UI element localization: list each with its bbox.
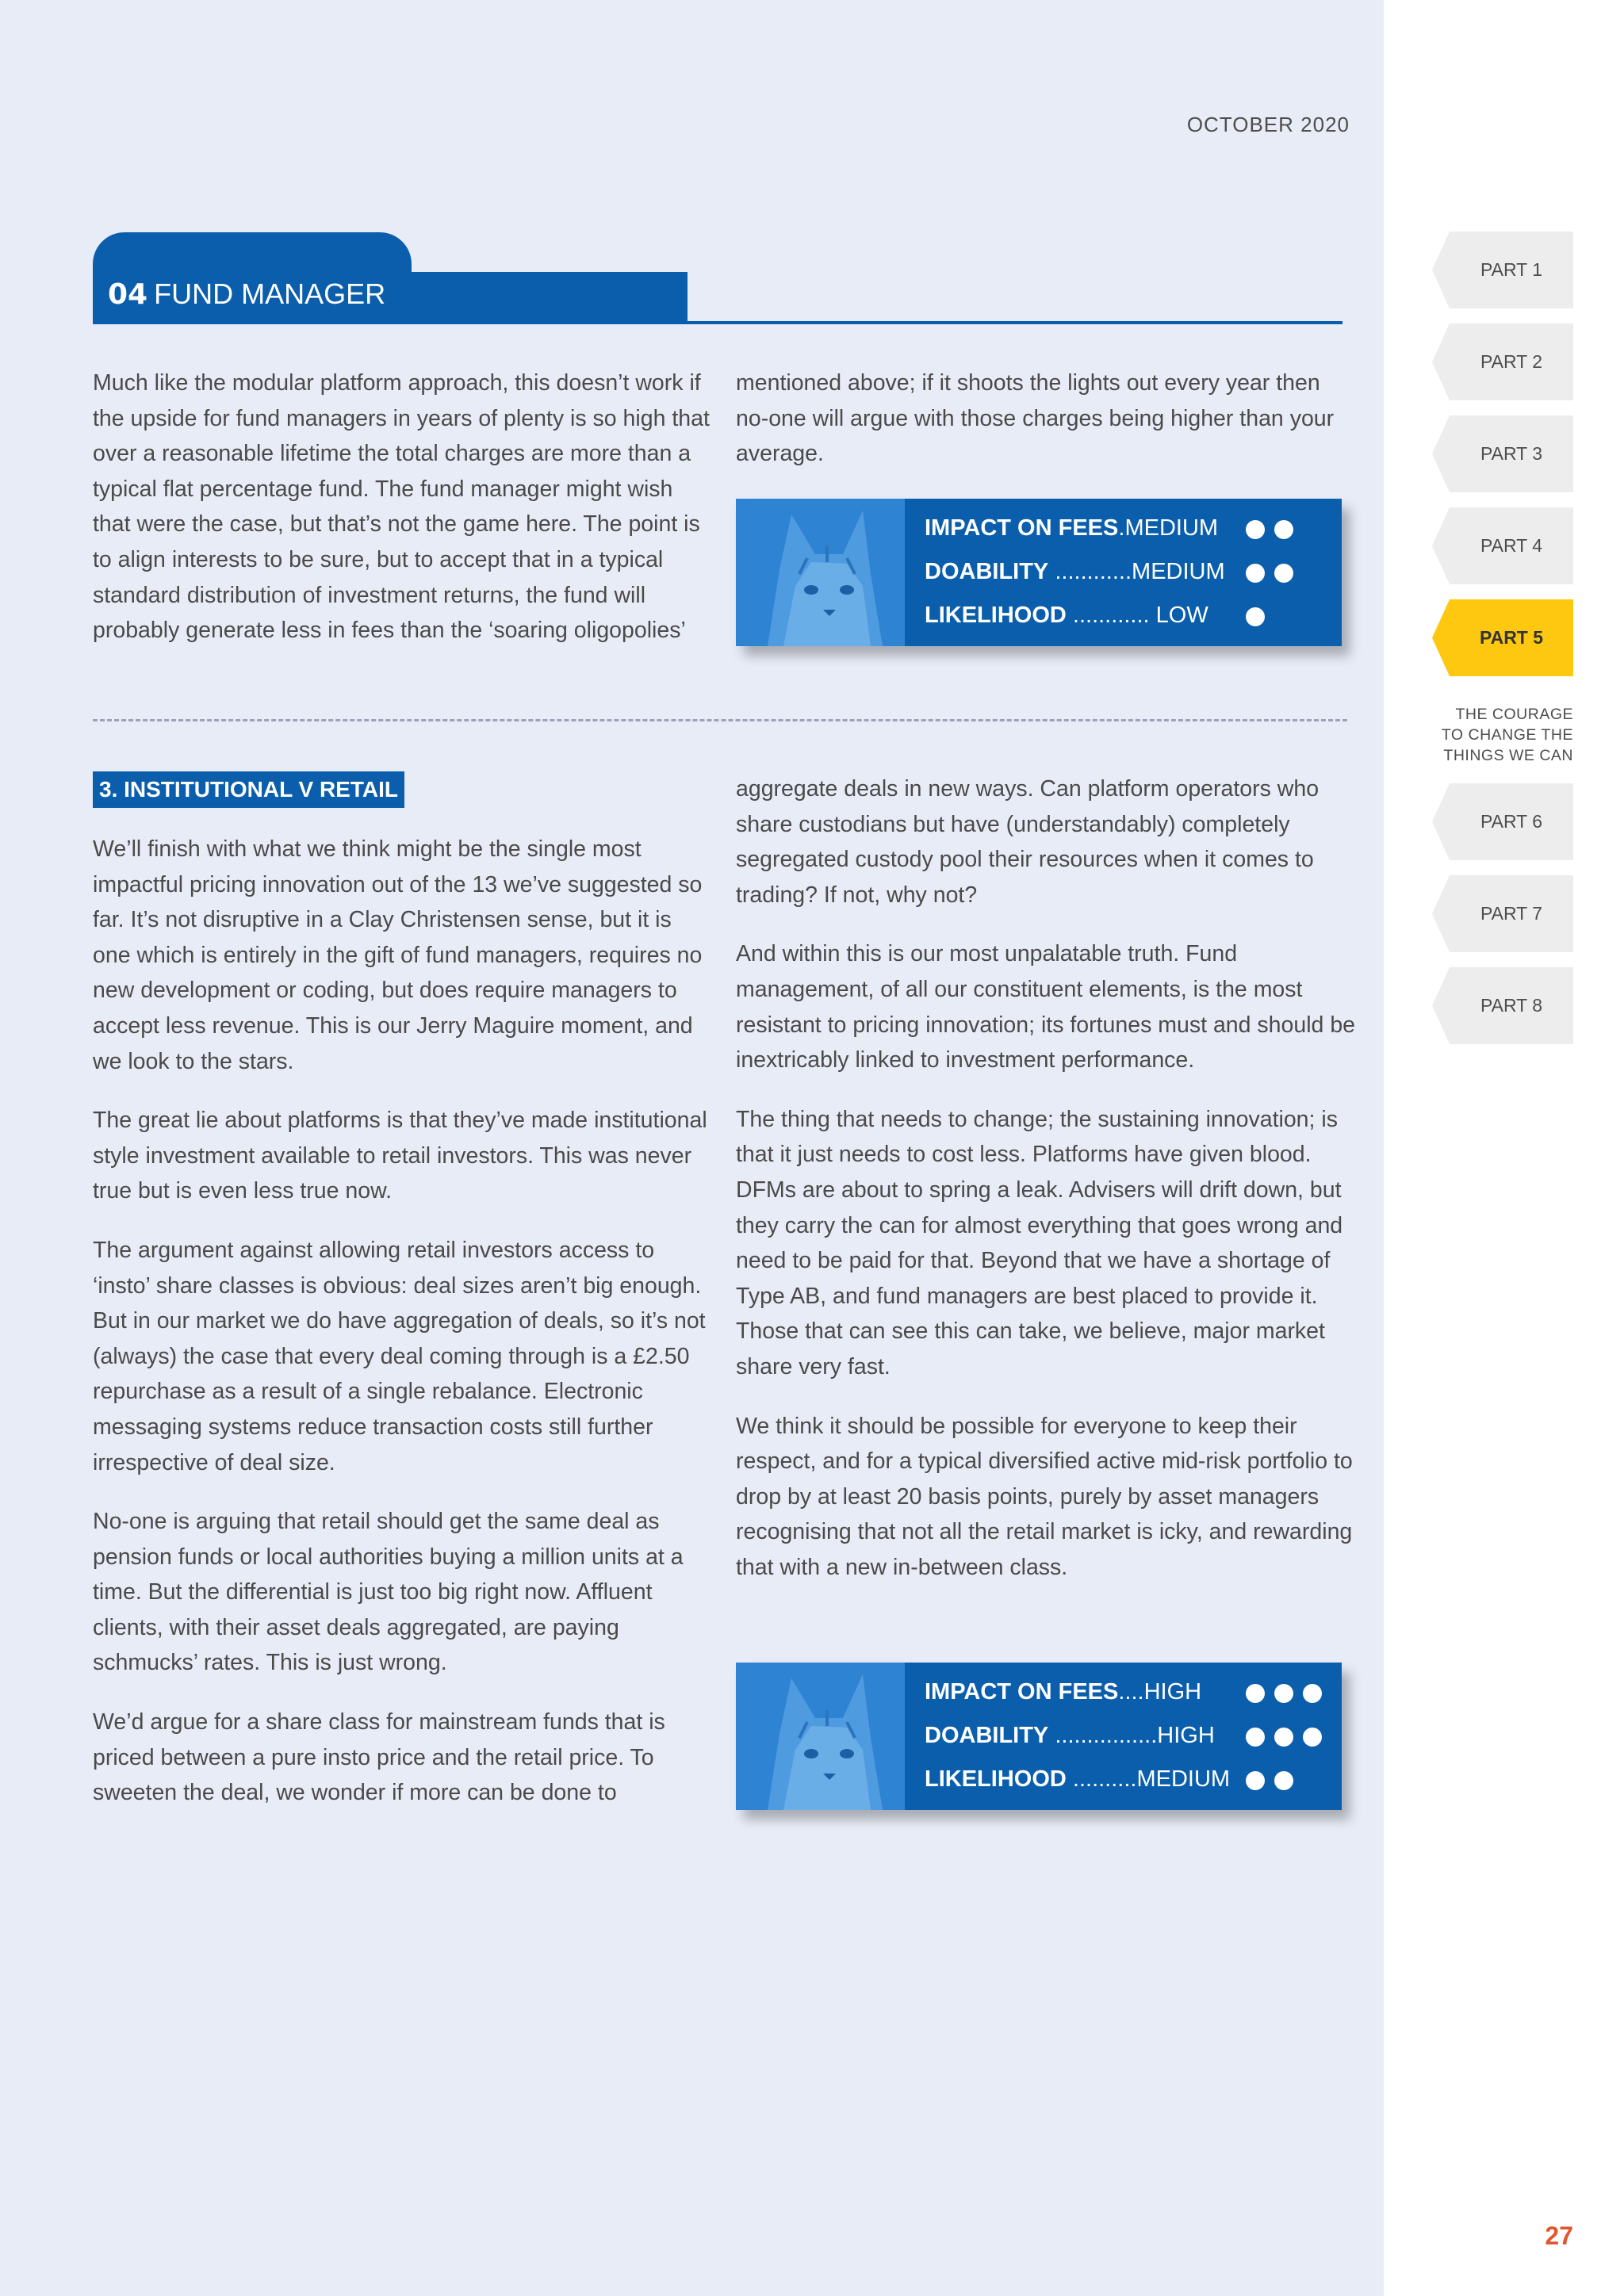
rating-row-impact: IMPACT ON FEES....HIGH [925, 1679, 1202, 1705]
page-number: 27 [1545, 2221, 1573, 2250]
cat-photo [736, 1663, 905, 1810]
body-paragraph: The argument against allowing retail investors access to ‘insto’ share classes is obvious: deal sizes aren’t big enough. But in our market we do have aggregation of deals, so it’s not (always) the case that every deal coming through is a £2.50 repurchase as a result of a single rebalance. Electronic messaging systems reduce transaction costs still further irrespective of deal size. [93, 1237, 706, 1475]
subtitle-line: THINGS WE CAN [1443, 747, 1573, 764]
rating-row-doability: DOABILITY ................HIGH [925, 1723, 1215, 1748]
body-column-left [93, 832, 711, 1835]
rating-dot [1274, 1771, 1293, 1790]
sidebar-item-part-5[interactable] [1432, 599, 1573, 676]
rating-box-fund-manager [736, 499, 1342, 646]
section-title [108, 277, 385, 311]
rating-dot [1246, 1771, 1265, 1790]
sidebar-item-label: PART 5 [1479, 627, 1544, 648]
rating-row-likelihood: LIKELIHOOD ..........MEDIUM [925, 1766, 1231, 1792]
rating-dot [1246, 607, 1265, 626]
sidebar-item-part-1[interactable] [1432, 232, 1573, 308]
active-part-subtitle [1383, 704, 1573, 766]
subsection-heading: 3. INSTITUTIONAL V RETAIL [93, 771, 404, 808]
body-paragraph: The great lie about platforms is that they’ve made institutional style investment available to retail investors. This was never true but is even less true now. [93, 1108, 707, 1204]
sidebar-item-label: PART 2 [1480, 351, 1542, 372]
section-divider [93, 719, 1347, 721]
section-title-text: FUND MANAGER [154, 277, 386, 310]
sidebar-item-part-8[interactable] [1432, 967, 1573, 1044]
rating-box-institutional-retail [736, 1663, 1342, 1810]
sidebar-item-label: PART 8 [1480, 995, 1542, 1016]
rating-dot [1274, 564, 1293, 583]
body-paragraph: And within this is our most unpalatable truth. Fund management, of all our constituent elements, is the most resistant to pricing innovation; its fortunes must and should be inextricably linked to investment performance. [736, 941, 1356, 1073]
rating-dot [1246, 520, 1265, 539]
sidebar-item-label: PART 3 [1480, 443, 1542, 464]
body-paragraph: We’d argue for a share class for mainstream funds that is priced between a pure insto price and the retail price. To sweeten the deal, we wonder if more can be done to [93, 1709, 665, 1806]
sidebar-item-label: PART 7 [1480, 903, 1542, 924]
rating-dot [1274, 520, 1293, 539]
rating-dot [1246, 1684, 1265, 1703]
rating-row-impact: IMPACT ON FEES.MEDIUM [925, 515, 1219, 541]
sidebar-item-label: PART 4 [1480, 535, 1542, 556]
rating-dot [1303, 1684, 1322, 1703]
sidebar-item-part-3[interactable] [1432, 415, 1573, 492]
body-paragraph: The thing that needs to change; the sustaining innovation; is that it just needs to cost less. Platforms have given blood. DFMs are about to spring a leak. Advisers will drift down, but they carry the can for almost everything that goes wrong and need to be paid for that. Beyond that we have a shortage of Type AB, and fund managers are best placed to provide it. Those that can see this can take, we believe, major market share very fast. [736, 1106, 1343, 1380]
sidebar-item-part-6[interactable] [1432, 783, 1573, 860]
body-paragraph: No-one is arguing that retail should get the same deal as pension funds or local authorities buying a million units at a time. But the differential is just too big right now. Affluent clients, with their asset deals aggregated, are paying schmucks’ rates. This is just wrong. [93, 1509, 684, 1676]
sidebar-item-part-7[interactable] [1432, 875, 1573, 952]
cat-photo [736, 499, 905, 646]
sidebar-item-part-2[interactable] [1432, 323, 1573, 400]
body-column-right [736, 771, 1356, 1609]
section-header-rule [688, 321, 1342, 324]
intro-paragraph-left: Much like the modular platform approach, this doesn’t work if the upside for fund managers in years of plenty is so high that over a reasonable lifetime the total charges are more than a typical flat percentage fund. The fund manager might wish that were the case, but that’s not the game here. The point is to align interests to be sure, but to accept that in a typical standard distribution of investment returns, the fund will probably generate less in fees than the ‘soaring oligopolies’ [93, 370, 710, 644]
sidebar-item-part-4[interactable] [1432, 507, 1573, 584]
intro-column-right [736, 365, 1356, 496]
rating-dot [1274, 1728, 1293, 1747]
rating-dot [1246, 564, 1265, 583]
intro-paragraph-right: mentioned above; if it shoots the lights out every year then no-one will argue with those charges being higher than your average. [736, 370, 1335, 467]
body-paragraph: We’ll finish with what we think might be the single most impactful pricing innovation out of the 13 we’ve suggested so far. It’s not disruptive in a Clay Christensen sense, but it is one which is entirely in the gift of fund managers, requires no new development or coding, but does require managers to accept less revenue. This is our Jerry Maguire moment, and we look to the stars. [93, 836, 703, 1074]
subtitle-line: THE COURAGE [1455, 706, 1573, 723]
rating-dot [1274, 1684, 1293, 1703]
body-paragraph: aggregate deals in new ways. Can platform operators who share custodians but have (understandably) completely segregated custody pool their resources when it comes to trading? If not, why not? [736, 776, 1320, 908]
intro-column-left [93, 365, 711, 672]
rating-dot [1246, 1728, 1265, 1747]
sidebar-item-label: PART 6 [1480, 811, 1542, 832]
rating-row-doability: DOABILITY ............MEDIUM [925, 559, 1225, 584]
rating-dot [1303, 1728, 1322, 1747]
subtitle-line: TO CHANGE THE [1441, 726, 1573, 744]
sidebar-item-label: PART 1 [1480, 259, 1542, 280]
body-paragraph: We think it should be possible for everyone to keep their respect, and for a typical diversified active mid-risk portfolio to drop by at least 20 basis points, purely by asset managers recognising that not all the retail market is icky, and rewarding that with a new in-between class. [736, 1413, 1353, 1580]
issue-date: OCTOBER 2020 [1186, 113, 1350, 136]
rating-row-likelihood: LIKELIHOOD ............ LOW [925, 603, 1208, 628]
section-number: 04 [108, 278, 148, 311]
